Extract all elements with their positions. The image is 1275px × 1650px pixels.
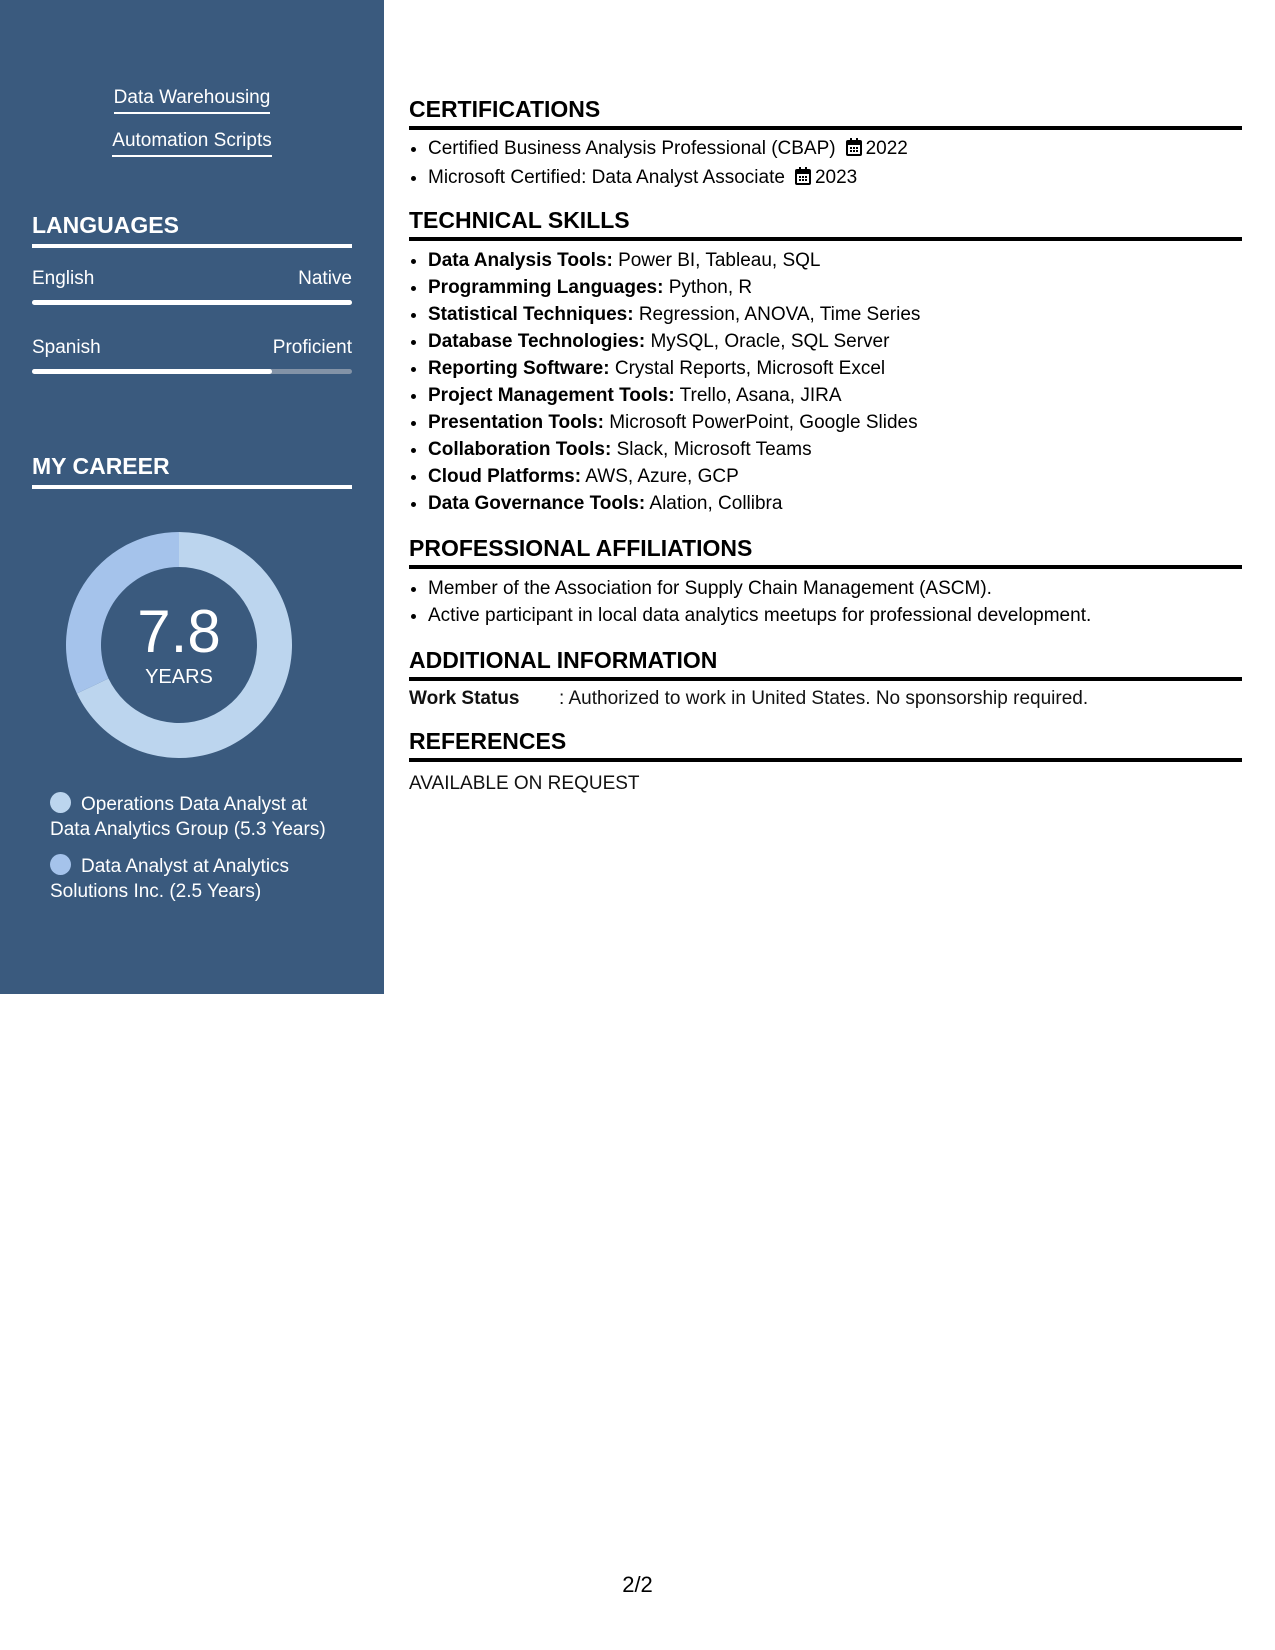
language-row xyxy=(32,337,352,359)
skill-category: Cloud Platforms: xyxy=(428,466,582,487)
skill-value: Slack, Microsoft Teams xyxy=(616,439,812,460)
skill-item xyxy=(428,355,1242,382)
skill-value: Crystal Reports, Microsoft Excel xyxy=(614,358,886,379)
skill-item xyxy=(428,382,1242,409)
career-legend-label: Data Analyst at Analytics Solutions Inc. (2.5 Years) xyxy=(50,856,290,902)
skill-links xyxy=(0,86,384,172)
language-level: Native xyxy=(298,268,352,289)
references-heading: REFERENCES xyxy=(409,728,1242,762)
skill-category: Presentation Tools: xyxy=(428,412,604,433)
affiliations-list xyxy=(409,575,1242,629)
skill-value: Regression, ANOVA, Time Series xyxy=(638,304,921,325)
language-row xyxy=(32,268,352,290)
language-name: English xyxy=(32,268,95,289)
language-proficiency-fill xyxy=(32,300,352,305)
language-level: Proficient xyxy=(272,337,352,358)
additional-info-heading: ADDITIONAL INFORMATION xyxy=(409,647,1242,681)
skill-category: Collaboration Tools: xyxy=(428,439,612,460)
career-legend-item xyxy=(50,854,340,904)
skill-value: Microsoft PowerPoint, Google Slides xyxy=(609,412,918,433)
career-total-years: 7.8 xyxy=(137,598,221,665)
work-status-value: : Authorized to work in United States. No sponsorship required. xyxy=(559,688,1089,709)
skill-item xyxy=(428,301,1242,328)
references-text: AVAILABLE ON REQUEST xyxy=(409,773,640,794)
technical-skills-heading: TECHNICAL SKILLS xyxy=(409,207,1242,241)
skill-value: Power BI, Tableau, SQL xyxy=(618,250,821,271)
skill-item xyxy=(428,490,1242,517)
certifications-list xyxy=(409,135,1242,193)
donut-center xyxy=(66,532,292,758)
skill-category: Data Analysis Tools: xyxy=(428,250,613,271)
language-proficiency-bar xyxy=(32,369,352,374)
skill-item xyxy=(428,247,1242,274)
skill-category: Database Technologies: xyxy=(428,331,646,352)
skill-link[interactable]: Data Warehousing xyxy=(114,86,271,114)
skill-category: Data Governance Tools: xyxy=(428,493,646,514)
certification-year: 2022 xyxy=(865,138,908,159)
skill-value: MySQL, Oracle, SQL Server xyxy=(650,331,890,352)
work-status-row xyxy=(409,688,1242,710)
technical-skills-list xyxy=(409,247,1242,517)
skill-value: Python, R xyxy=(668,277,753,298)
career-legend xyxy=(50,792,340,916)
work-status-label: Work Status xyxy=(409,688,520,709)
certification-item xyxy=(428,135,1242,164)
calendar-icon xyxy=(795,166,811,193)
skill-category: Project Management Tools: xyxy=(428,385,675,406)
legend-dot-icon xyxy=(50,854,71,875)
sidebar xyxy=(0,0,384,994)
skill-item xyxy=(428,463,1242,490)
career-heading: MY CAREER xyxy=(32,453,352,489)
languages-heading: LANGUAGES xyxy=(32,212,352,248)
skill-category: Statistical Techniques: xyxy=(428,304,634,325)
language-proficiency-fill xyxy=(32,369,272,374)
skill-item xyxy=(428,436,1242,463)
skill-item xyxy=(428,328,1242,355)
language-proficiency-bar xyxy=(32,300,352,305)
page-number: 2/2 xyxy=(622,1572,653,1597)
career-donut-chart xyxy=(66,532,292,758)
skill-item xyxy=(428,409,1242,436)
skill-item xyxy=(428,274,1242,301)
career-legend-item xyxy=(50,792,340,842)
certification-item xyxy=(428,164,1242,193)
skill-link[interactable]: Automation Scripts xyxy=(112,129,271,157)
calendar-icon xyxy=(846,137,862,164)
affiliations-heading: PROFESSIONAL AFFILIATIONS xyxy=(409,535,1242,569)
affiliation-item: • Active participant in local data analytics meetups for professional development. xyxy=(428,602,1242,629)
certification-year: 2023 xyxy=(814,167,858,188)
skill-value: AWS, Azure, GCP xyxy=(585,466,739,487)
skill-category: Reporting Software: xyxy=(428,358,610,379)
affiliation-item: • Member of the Association for Supply Chain Management (ASCM). xyxy=(428,575,1242,602)
certifications-heading: CERTIFICATIONS xyxy=(409,96,1242,130)
certification-name: Certified Business Analysis Professional (CBAP) xyxy=(428,138,836,159)
skill-value: Alation, Collibra xyxy=(649,493,783,514)
legend-dot-icon xyxy=(50,792,71,813)
certification-name: Microsoft Certified: Data Analyst Associate xyxy=(428,167,785,188)
skill-value: Trello, Asana, JIRA xyxy=(679,385,842,406)
career-years-unit: YEARS xyxy=(145,666,213,688)
career-legend-label: Operations Data Analyst at Data Analytics Group (5.3 Years) xyxy=(50,794,326,840)
language-name: Spanish xyxy=(32,337,101,358)
skill-category: Programming Languages: xyxy=(428,277,664,298)
